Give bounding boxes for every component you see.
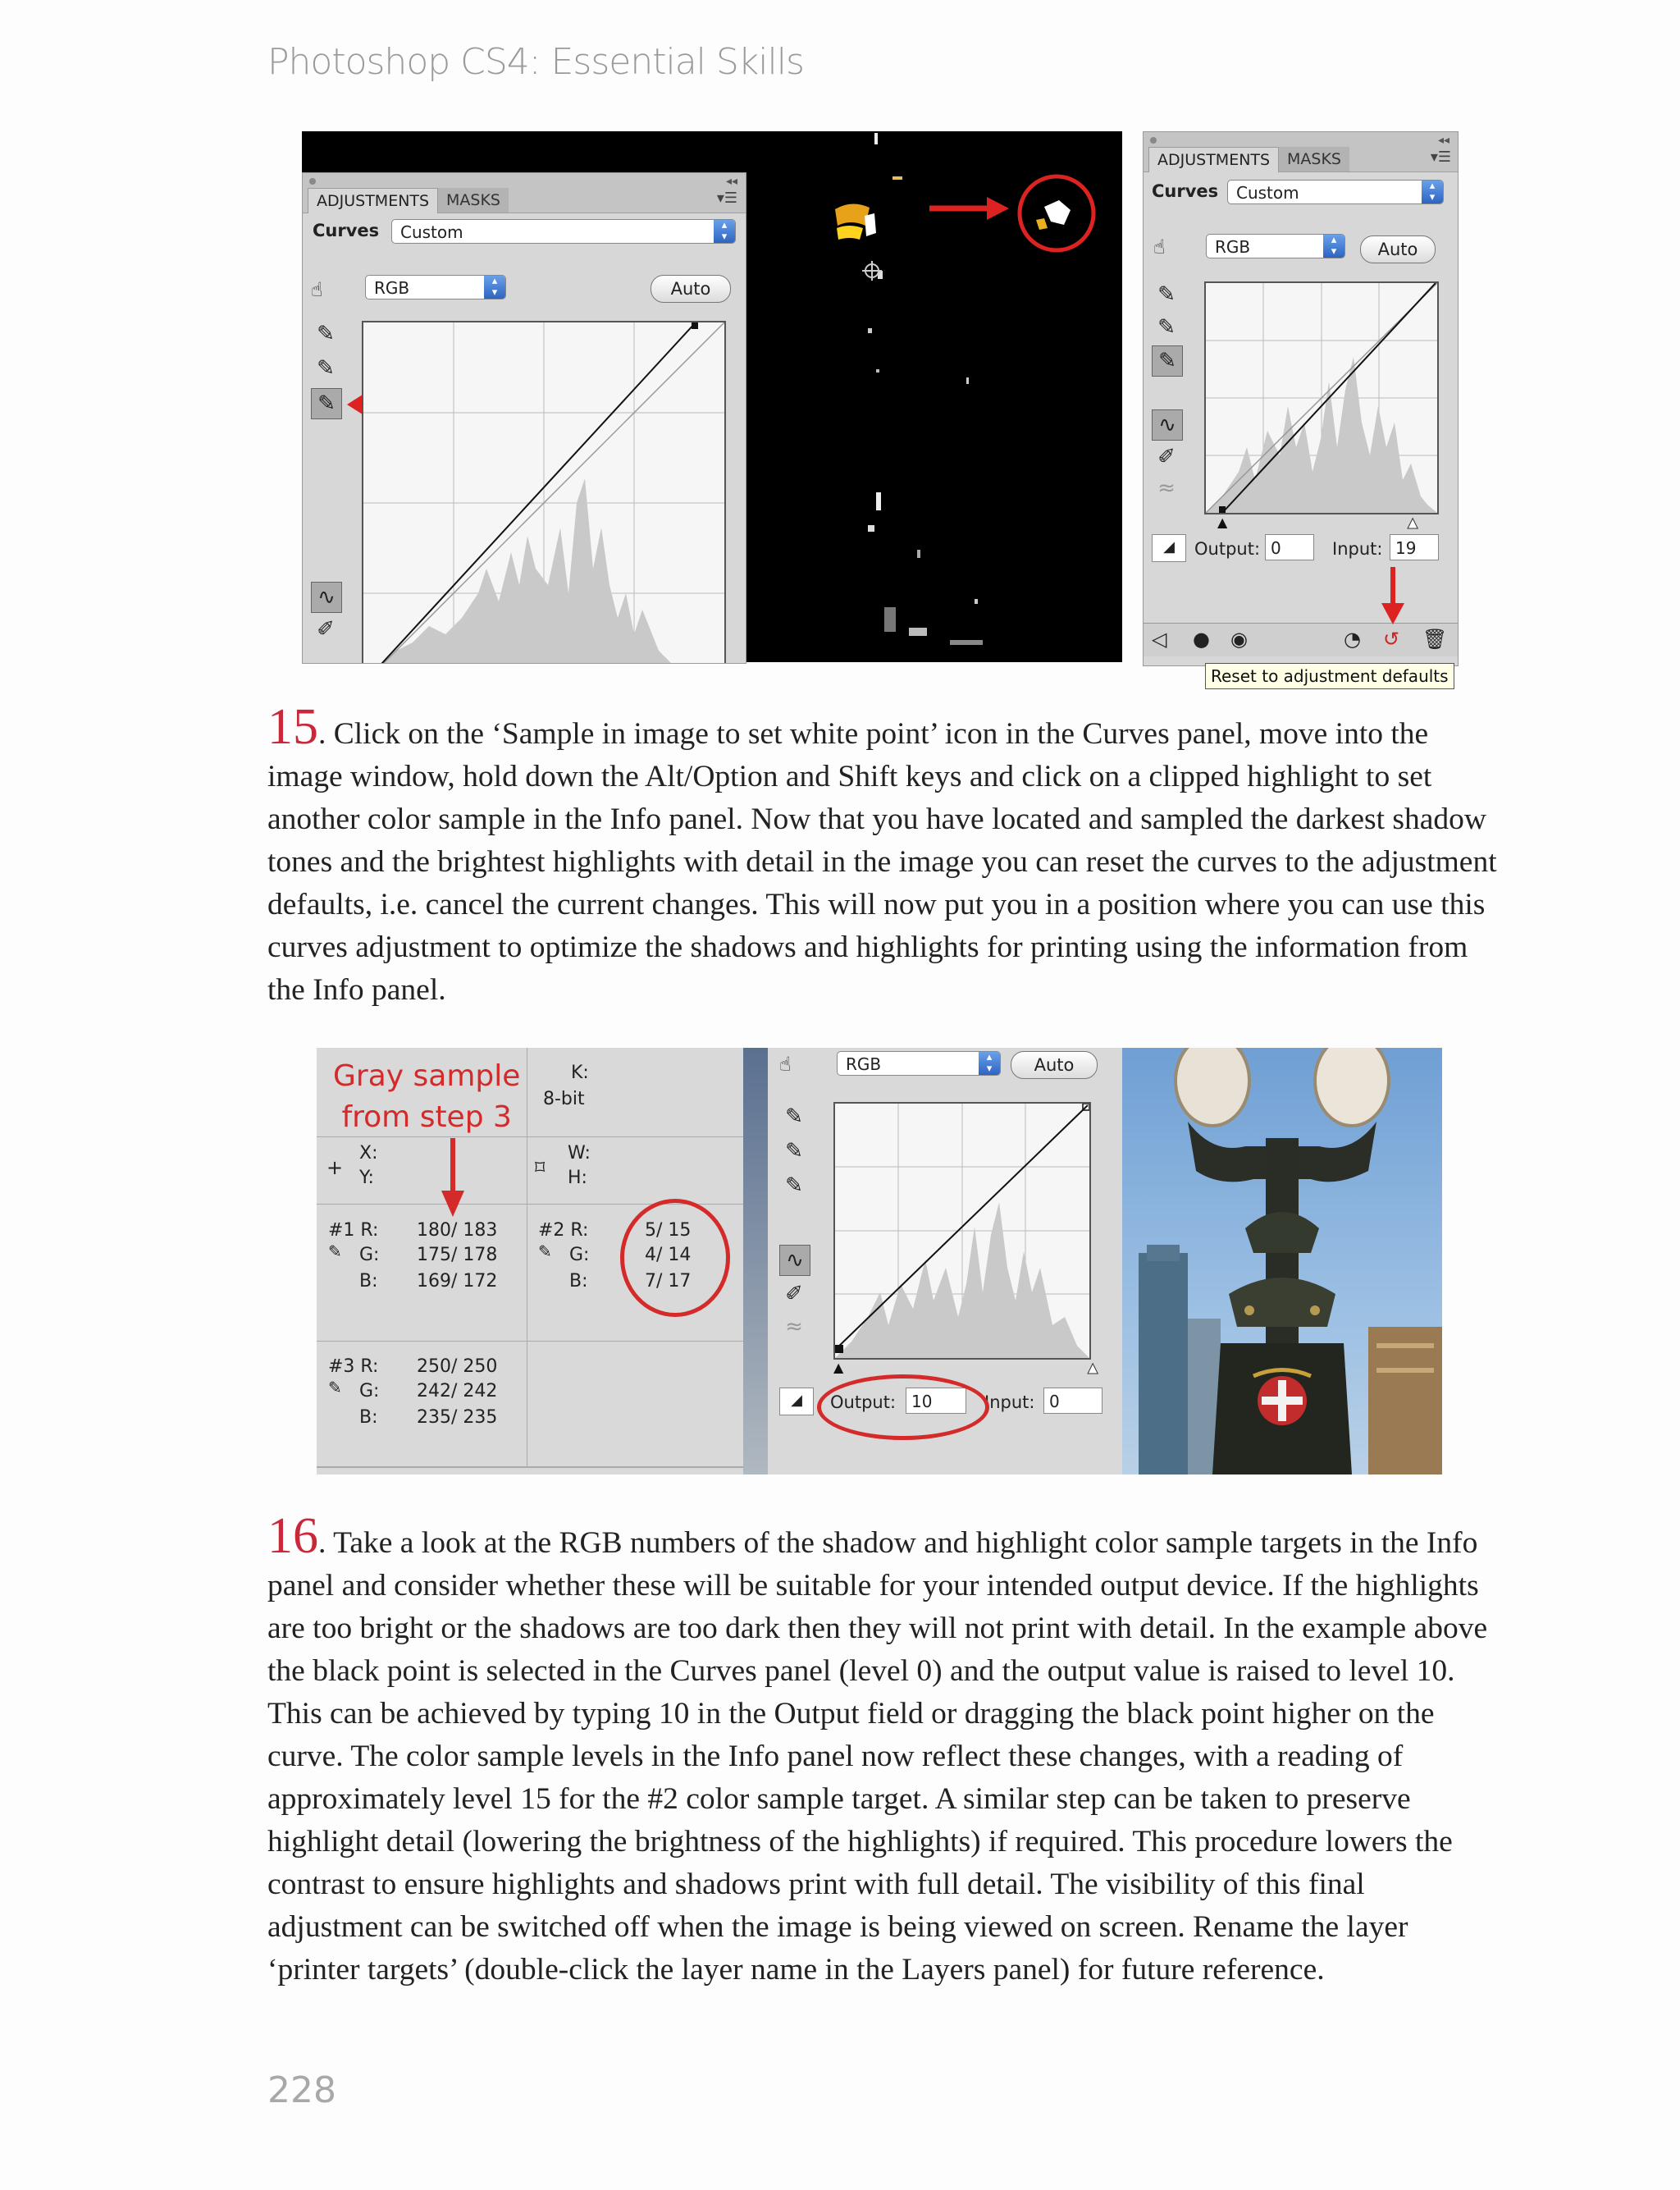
preset-value: Custom: [1236, 183, 1299, 203]
curves-graph-art: [1206, 283, 1437, 513]
channel-value: RGB: [846, 1054, 882, 1074]
gray-point-eyedropper-icon[interactable]: ✎: [1157, 315, 1176, 340]
curves-graph-art: [835, 1104, 1089, 1358]
right-curves-panel: [1143, 131, 1459, 666]
input-field[interactable]: 0: [1043, 1388, 1102, 1414]
white-point-eyedropper-icon[interactable]: ✎: [1152, 345, 1183, 377]
running-header: Photoshop CS4: Essential Skills: [267, 41, 804, 83]
info-panel: [317, 1048, 743, 1474]
auto-button[interactable]: Auto: [1011, 1051, 1098, 1079]
red-ellipse-annotation: [817, 1374, 989, 1440]
auto-button[interactable]: Auto: [1360, 235, 1436, 263]
sample1-b-label: B:: [359, 1271, 378, 1292]
red-arrow-annotation: [1376, 567, 1409, 624]
curves-graph-art: [363, 322, 724, 664]
select-arrows-icon: ▴ ▾: [714, 220, 735, 243]
black-point-slider-icon[interactable]: ▲: [833, 1360, 844, 1375]
black-point-slider-icon[interactable]: ▲: [1217, 514, 1228, 530]
panel-footer: [1144, 623, 1458, 656]
pencil-tool-icon[interactable]: ✐: [785, 1282, 803, 1306]
sample2-b-label: B:: [569, 1271, 588, 1292]
black-point-eyedropper-icon[interactable]: ✎: [317, 322, 335, 346]
left-curves-panel: [302, 172, 746, 664]
sample1-g-value: 175/ 178: [417, 1245, 498, 1265]
step-15-paragraph: [267, 699, 1498, 1012]
panel-menu-icon[interactable]: ▾☰: [1430, 149, 1451, 166]
previous-state-icon[interactable]: ◔: [1344, 628, 1361, 651]
lamp-post-photo-art: [1122, 1048, 1442, 1474]
sample3-b-value: 235/ 235: [417, 1407, 498, 1428]
smooth-tool-icon[interactable]: ≈: [1157, 476, 1176, 501]
reset-tooltip: Reset to adjustment defaults: [1205, 663, 1454, 689]
curves-graph[interactable]: [1204, 281, 1439, 514]
clip-to-layer-icon[interactable]: ●: [1193, 628, 1210, 651]
page-number: 228: [267, 2069, 336, 2111]
crosshair-icon: +: [326, 1156, 344, 1179]
pencil-tool-icon[interactable]: ✐: [1157, 445, 1176, 469]
select-arrows-icon: ▴ ▾: [979, 1052, 1000, 1075]
annotation-line-1: Gray sample: [333, 1059, 521, 1093]
step-16-number: 16: [267, 1508, 318, 1564]
x-label: X:: [359, 1143, 378, 1164]
smooth-tool-icon[interactable]: ≈: [785, 1314, 803, 1339]
channel-select[interactable]: [1206, 234, 1345, 258]
histogram-toggle-icon[interactable]: ◢: [779, 1388, 814, 1415]
on-image-adjust-icon[interactable]: ☝: [311, 278, 323, 301]
on-image-adjust-icon[interactable]: ☝: [1153, 235, 1166, 258]
tab-masks[interactable]: MASKS: [1279, 147, 1349, 171]
sample2-eyedropper-icon: ✎: [538, 1241, 552, 1261]
sample1-g-label: G:: [359, 1245, 380, 1265]
annotation-gray-sample: [333, 1056, 520, 1138]
white-point-eyedropper-icon[interactable]: ✎: [311, 388, 342, 419]
k-label: K:: [571, 1063, 589, 1083]
sample1-eyedropper-icon: ✎: [328, 1241, 342, 1261]
channel-value: RGB: [1215, 237, 1251, 257]
sample2-g-value: 4/ 14: [645, 1245, 692, 1265]
curves-label: Curves: [313, 221, 380, 240]
info-divider-4: [317, 1466, 743, 1468]
tab-adjustments[interactable]: ADJUSTMENTS: [308, 188, 438, 213]
annotation-line-2: from step 3: [341, 1100, 512, 1134]
select-arrows-icon: ▴ ▾: [484, 276, 505, 299]
tab-masks[interactable]: MASKS: [438, 188, 509, 213]
black-point-eyedropper-icon[interactable]: ✎: [1157, 282, 1176, 307]
curve-point-tool-icon[interactable]: ∿: [779, 1245, 810, 1276]
curves-panel-2: [768, 1048, 1122, 1474]
white-point-slider-icon[interactable]: ▲: [1408, 514, 1418, 530]
preset-select[interactable]: [1227, 180, 1444, 204]
channel-select[interactable]: [837, 1051, 1001, 1076]
h-label: H:: [568, 1168, 587, 1188]
on-image-adjust-icon[interactable]: ☝: [779, 1053, 792, 1076]
channel-select[interactable]: [365, 275, 506, 299]
pencil-tool-icon[interactable]: ✐: [317, 617, 335, 642]
panel-collapse-icon[interactable]: ◂◂: [725, 175, 737, 188]
red-circle-annotation: [620, 1199, 730, 1317]
gray-point-eyedropper-icon[interactable]: ✎: [317, 356, 335, 381]
output-field[interactable]: 10: [906, 1388, 966, 1414]
panel-grip: [309, 178, 316, 185]
y-label: Y:: [359, 1168, 374, 1188]
sample2-r-value: 5/ 15: [645, 1220, 692, 1241]
image-strip: [743, 1048, 768, 1474]
histogram-toggle-icon[interactable]: ◢: [1152, 534, 1186, 562]
input-label: Input:: [1332, 539, 1383, 559]
w-label: W:: [568, 1143, 591, 1164]
panel-grip: [1150, 137, 1157, 144]
sample2-b-value: 7/ 17: [645, 1271, 692, 1292]
curves-graph[interactable]: [833, 1102, 1091, 1360]
red-down-arrow-annotation: [436, 1138, 469, 1220]
sample2-r-label: #2 R:: [538, 1220, 589, 1241]
preset-value: Custom: [400, 222, 463, 242]
sample2-g-label: G:: [569, 1245, 590, 1265]
tab-adjustments[interactable]: ADJUSTMENTS: [1148, 147, 1279, 172]
curve-point-tool-icon[interactable]: ∿: [1152, 409, 1183, 441]
input-label: Input:: [984, 1392, 1035, 1412]
sample3-g-value: 242/ 242: [417, 1381, 498, 1401]
preset-select[interactable]: [391, 219, 736, 244]
black-point-eyedropper-icon[interactable]: ✎: [785, 1104, 803, 1129]
panel-tabs: [303, 173, 746, 213]
curves-label: Curves: [1152, 181, 1219, 201]
panel-collapse-icon[interactable]: ◂◂: [1437, 134, 1449, 147]
sample3-r-value: 250/ 250: [417, 1356, 498, 1377]
trash-icon[interactable]: 🗑: [1422, 628, 1448, 651]
white-point-slider-icon[interactable]: ▲: [1088, 1360, 1098, 1375]
sample3-b-label: B:: [359, 1407, 378, 1428]
info-divider-3: [317, 1341, 743, 1342]
sample1-b-value: 169/ 172: [417, 1271, 498, 1292]
selection-size-icon: ⌑: [535, 1156, 546, 1179]
sample1-r-label: #1 R:: [328, 1220, 379, 1241]
panel-tabs: [1144, 132, 1458, 172]
sample3-eyedropper-icon: ✎: [328, 1378, 342, 1397]
visibility-eye-icon[interactable]: ◉: [1230, 628, 1248, 651]
white-point-eyedropper-icon[interactable]: ✎: [785, 1173, 803, 1198]
step-15-text: . Click on the ‘Sample in image to set white point’ icon in the Curves panel, move into the image window, hold down the Alt/Option and Shift keys and click on a clipped highlight to set another color sample in the Info panel. Now that you have located and sampled the darkest shadow tones and the brightest highlights with detail in the image you can reset the curves to the adjustment defaults, i.e. cancel the current changes. This will now put you in a position where you can use this curves adjustment to optimize the shadows and highlights for printing using the information from the Info panel.: [267, 717, 1497, 1007]
gray-point-eyedropper-icon[interactable]: ✎: [785, 1139, 803, 1164]
sample3-g-label: G:: [359, 1381, 380, 1401]
step-16-paragraph: [267, 1508, 1498, 1991]
lamp-post-photo: [1122, 1048, 1442, 1474]
output-label: Output:: [830, 1392, 897, 1412]
step-16-text: . Take a look at the RGB numbers of the shadow and highlight color sample targets in the Info panel and consider whether these will be suitable for your intended output device. If the highlights are too bright or the shadows are too dark then they will not print with detail. In the example above the black point is selected in the Curves panel (level 0) and the output value is raised to level 10. This can be achieved by typing 10 in the Output field or dragging the black point higher on the curve. The color sample levels in the Info panel now reflect these changes, with a reading of approximately level 15 for the #2 color sample target. A similar step can be taken to preserve highlight detail (lowering the brightness of the highlights) if required. This procedure lowers the contrast to ensure highlights and shadows print with full detail. The visibility of this final adjustment can be switched off when the image is being viewed on screen. Rename the layer ‘printer targets’ (double-click the layer name in the Layers panel) for future reference.: [267, 1526, 1488, 1987]
select-arrows-icon: ▴ ▾: [1422, 181, 1443, 203]
curves-graph[interactable]: [362, 321, 726, 664]
curve-point-tool-icon[interactable]: ∿: [311, 582, 342, 613]
panel-menu-icon[interactable]: ▾☰: [716, 190, 737, 207]
auto-button[interactable]: Auto: [651, 275, 731, 303]
step-15-number: 15: [267, 699, 318, 755]
back-icon[interactable]: ◁: [1152, 628, 1167, 651]
reset-defaults-icon[interactable]: ↺: [1383, 628, 1400, 651]
output-field[interactable]: 0: [1265, 534, 1314, 560]
sample1-r-value: 180/ 183: [417, 1220, 498, 1241]
output-label: Output:: [1194, 539, 1261, 559]
sample3-r-label: #3 R:: [328, 1356, 379, 1377]
bit-depth: 8-bit: [543, 1089, 585, 1109]
channel-value: RGB: [374, 278, 410, 298]
input-field[interactable]: 19: [1390, 534, 1439, 560]
select-arrows-icon: ▴ ▾: [1323, 235, 1344, 258]
